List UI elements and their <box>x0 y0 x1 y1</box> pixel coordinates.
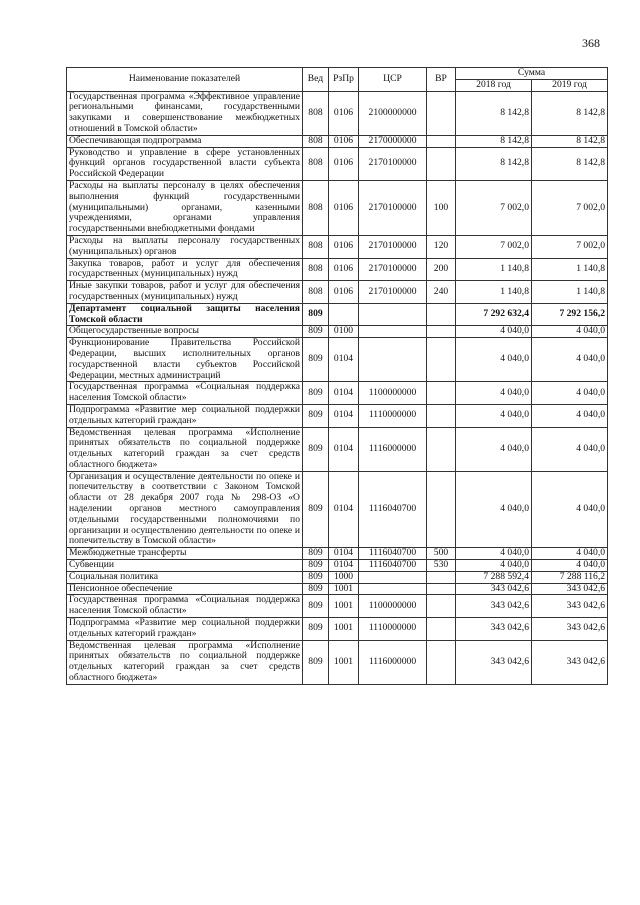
cell-s2019: 7 288 116,2 <box>532 571 608 583</box>
cell-name: Государственная программа «Социальная поддержка населения Томской области» <box>67 382 303 405</box>
cell-s2018: 4 040,0 <box>456 548 532 560</box>
cell-csr <box>359 326 427 338</box>
cell-name: Руководство и управление в сфере установленных функций органов государственной власти субъекта Российской Федерации <box>67 147 303 180</box>
cell-vr: 100 <box>427 180 456 235</box>
cell-ved: 808 <box>303 135 329 147</box>
table-row <box>67 571 608 583</box>
cell-name: Социальная политика <box>67 571 303 583</box>
cell-s2018: 343 042,6 <box>456 583 532 595</box>
cell-name: Подпрограмма «Развитие мер социальной поддержки отдельных категорий граждан» <box>67 404 303 427</box>
cell-rzpr: 0104 <box>329 338 359 382</box>
cell-csr: 1116000000 <box>359 427 427 471</box>
cell-csr: 2170100000 <box>359 235 427 258</box>
cell-rzpr: 0104 <box>329 548 359 560</box>
cell-vr <box>427 427 456 471</box>
cell-vr <box>427 326 456 338</box>
cell-vr: 240 <box>427 281 456 304</box>
cell-vr: 530 <box>427 560 456 572</box>
cell-s2019: 7 002,0 <box>532 180 608 235</box>
cell-name: Функционирование Правительства Российской Федерации, высших исполнительных органов государственной власти субъектов Российской Федерации, местных администраций <box>67 338 303 382</box>
cell-s2018: 1 140,8 <box>456 281 532 304</box>
cell-s2019: 1 140,8 <box>532 281 608 304</box>
cell-rzpr: 0106 <box>329 135 359 147</box>
cell-name: Пенсионное обеспечение <box>67 583 303 595</box>
cell-csr: 2170100000 <box>359 147 427 180</box>
table-row <box>67 427 608 471</box>
budget-table <box>66 67 608 685</box>
cell-rzpr: 0104 <box>329 471 359 548</box>
cell-s2019: 7 292 156,2 <box>532 303 608 326</box>
header-name: Наименование показателей <box>67 68 303 92</box>
table-row <box>67 135 608 147</box>
cell-ved: 808 <box>303 281 329 304</box>
table-row <box>67 91 608 135</box>
header-csr: ЦСР <box>359 68 427 92</box>
cell-s2019: 343 042,6 <box>532 595 608 618</box>
cell-s2019: 4 040,0 <box>532 382 608 405</box>
cell-csr: 1116000000 <box>359 640 427 684</box>
cell-name: Иные закупки товаров, работ и услуг для обеспечения государственных (муниципальных) нужд <box>67 281 303 304</box>
cell-ved: 809 <box>303 583 329 595</box>
cell-rzpr: 1001 <box>329 618 359 641</box>
cell-name: Закупка товаров, работ и услуг для обеспечения государственных (муниципальных) нужд <box>67 258 303 281</box>
cell-vr <box>427 147 456 180</box>
cell-vr: 200 <box>427 258 456 281</box>
cell-vr <box>427 338 456 382</box>
cell-s2018: 343 042,6 <box>456 640 532 684</box>
cell-name: Организация и осуществление деятельности по опеке и попечительству в соответствии с Законом Томской области от 28 декабря 2007 года № 298-ОЗ «О наделении органов местного самоуправления отдельными государственными полномочиями по организации и осуществлению деятельности по опеке и попечительству в Томской области» <box>67 471 303 548</box>
cell-ved: 809 <box>303 427 329 471</box>
cell-csr: 2170100000 <box>359 258 427 281</box>
cell-ved: 809 <box>303 471 329 548</box>
cell-ved: 809 <box>303 571 329 583</box>
cell-rzpr: 0104 <box>329 560 359 572</box>
cell-csr: 2170100000 <box>359 281 427 304</box>
cell-s2018: 7 002,0 <box>456 235 532 258</box>
cell-vr <box>427 91 456 135</box>
cell-s2018: 7 002,0 <box>456 180 532 235</box>
cell-s2019: 4 040,0 <box>532 560 608 572</box>
cell-csr: 2100000000 <box>359 91 427 135</box>
table-row <box>67 338 608 382</box>
cell-csr: 1116040700 <box>359 560 427 572</box>
cell-s2018: 4 040,0 <box>456 560 532 572</box>
cell-rzpr <box>329 303 359 326</box>
cell-ved: 809 <box>303 326 329 338</box>
cell-rzpr: 0106 <box>329 180 359 235</box>
table-row <box>67 583 608 595</box>
header-2018: 2018 год <box>456 79 532 91</box>
cell-csr: 1100000000 <box>359 382 427 405</box>
cell-s2019: 8 142,8 <box>532 91 608 135</box>
cell-rzpr: 0106 <box>329 235 359 258</box>
cell-vr <box>427 583 456 595</box>
table-row <box>67 281 608 304</box>
cell-ved: 809 <box>303 404 329 427</box>
table-row <box>67 303 608 326</box>
cell-s2019: 8 142,8 <box>532 135 608 147</box>
cell-csr: 2170000000 <box>359 135 427 147</box>
table-body <box>67 91 608 684</box>
cell-ved: 808 <box>303 258 329 281</box>
cell-s2018: 343 042,6 <box>456 618 532 641</box>
cell-vr <box>427 471 456 548</box>
header-ved: Вед <box>303 68 329 92</box>
header-rzpr: РзПр <box>329 68 359 92</box>
cell-s2019: 1 140,8 <box>532 258 608 281</box>
cell-ved: 808 <box>303 180 329 235</box>
cell-vr <box>427 135 456 147</box>
cell-vr <box>427 382 456 405</box>
cell-ved: 809 <box>303 595 329 618</box>
cell-rzpr: 0104 <box>329 427 359 471</box>
table-row <box>67 560 608 572</box>
cell-s2018: 8 142,8 <box>456 147 532 180</box>
cell-s2018: 4 040,0 <box>456 471 532 548</box>
cell-csr: 1110000000 <box>359 618 427 641</box>
cell-name: Расходы на выплаты персоналу государственных (муниципальных) органов <box>67 235 303 258</box>
cell-s2018: 4 040,0 <box>456 427 532 471</box>
cell-csr <box>359 338 427 382</box>
cell-ved: 809 <box>303 618 329 641</box>
cell-s2019: 4 040,0 <box>532 471 608 548</box>
cell-name: Расходы на выплаты персоналу в целях обеспечения выполнения функций государственными (муниципальными) органами, казенными учреждениями, органами управления государственными внебюджетными фондами <box>67 180 303 235</box>
cell-s2019: 4 040,0 <box>532 338 608 382</box>
cell-vr: 500 <box>427 548 456 560</box>
cell-s2018: 7 292 632,4 <box>456 303 532 326</box>
cell-s2018: 8 142,8 <box>456 135 532 147</box>
cell-s2019: 4 040,0 <box>532 404 608 427</box>
table-row <box>67 640 608 684</box>
table-row <box>67 147 608 180</box>
table-row <box>67 404 608 427</box>
cell-csr: 1116040700 <box>359 548 427 560</box>
cell-s2019: 4 040,0 <box>532 548 608 560</box>
cell-rzpr: 1001 <box>329 640 359 684</box>
cell-csr <box>359 303 427 326</box>
cell-name: Государственная программа «Эффективное управление региональными финансами, государственными закупками и совершенствование межбюджетных отношений в Томской области» <box>67 91 303 135</box>
cell-s2019: 7 002,0 <box>532 235 608 258</box>
cell-csr <box>359 571 427 583</box>
cell-s2019: 4 040,0 <box>532 427 608 471</box>
table-row <box>67 595 608 618</box>
cell-vr <box>427 640 456 684</box>
cell-csr: 1116040700 <box>359 471 427 548</box>
cell-ved: 809 <box>303 338 329 382</box>
cell-csr: 2170100000 <box>359 180 427 235</box>
cell-name: Общегосударственные вопросы <box>67 326 303 338</box>
cell-rzpr: 1001 <box>329 595 359 618</box>
cell-s2019: 4 040,0 <box>532 326 608 338</box>
cell-rzpr: 0104 <box>329 382 359 405</box>
cell-rzpr: 1001 <box>329 583 359 595</box>
cell-name: Департамент социальной защиты населения Томской области <box>67 303 303 326</box>
table-row <box>67 235 608 258</box>
cell-rzpr: 1000 <box>329 571 359 583</box>
cell-vr <box>427 595 456 618</box>
cell-s2018: 4 040,0 <box>456 326 532 338</box>
cell-ved: 809 <box>303 382 329 405</box>
cell-name: Подпрограмма «Развитие мер социальной поддержки отдельных категорий граждан» <box>67 618 303 641</box>
table-row <box>67 382 608 405</box>
table-row <box>67 180 608 235</box>
header-2019: 2019 год <box>532 79 608 91</box>
cell-s2018: 4 040,0 <box>456 338 532 382</box>
cell-name: Межбюджетные трансферты <box>67 548 303 560</box>
cell-name: Обеспечивающая подпрограмма <box>67 135 303 147</box>
header-sum: Сумма <box>456 68 608 80</box>
table-row <box>67 258 608 281</box>
cell-csr <box>359 583 427 595</box>
cell-vr <box>427 571 456 583</box>
table-header <box>67 68 608 92</box>
cell-s2018: 8 142,8 <box>456 91 532 135</box>
cell-s2018: 4 040,0 <box>456 404 532 427</box>
cell-name: Ведомственная целевая программа «Исполнение принятых обязательств по социальной поддержке отдельных категорий граждан за счет средств областного бюджета» <box>67 427 303 471</box>
table-row <box>67 471 608 548</box>
cell-csr: 1110000000 <box>359 404 427 427</box>
cell-rzpr: 0106 <box>329 91 359 135</box>
cell-csr: 1100000000 <box>359 595 427 618</box>
cell-s2019: 343 042,6 <box>532 583 608 595</box>
cell-s2018: 4 040,0 <box>456 382 532 405</box>
cell-ved: 809 <box>303 640 329 684</box>
cell-s2018: 7 288 592,4 <box>456 571 532 583</box>
cell-rzpr: 0106 <box>329 281 359 304</box>
table-row <box>67 618 608 641</box>
cell-s2019: 343 042,6 <box>532 640 608 684</box>
cell-ved: 808 <box>303 91 329 135</box>
cell-name: Ведомственная целевая программа «Исполнение принятых обязательств по социальной поддержке отдельных категорий граждан за счет средств областного бюджета» <box>67 640 303 684</box>
cell-vr: 120 <box>427 235 456 258</box>
cell-s2019: 8 142,8 <box>532 147 608 180</box>
cell-s2019: 343 042,6 <box>532 618 608 641</box>
cell-name: Государственная программа «Социальная поддержка населения Томской области» <box>67 595 303 618</box>
table-row <box>67 548 608 560</box>
cell-rzpr: 0100 <box>329 326 359 338</box>
cell-s2018: 1 140,8 <box>456 258 532 281</box>
page-number: 368 <box>582 36 600 50</box>
cell-vr <box>427 618 456 641</box>
header-vr: ВР <box>427 68 456 92</box>
cell-ved: 809 <box>303 548 329 560</box>
cell-ved: 808 <box>303 235 329 258</box>
table-row <box>67 326 608 338</box>
cell-vr <box>427 404 456 427</box>
cell-rzpr: 0106 <box>329 147 359 180</box>
cell-s2018: 343 042,6 <box>456 595 532 618</box>
cell-ved: 808 <box>303 147 329 180</box>
cell-name: Субвенции <box>67 560 303 572</box>
cell-ved: 809 <box>303 560 329 572</box>
cell-ved: 809 <box>303 303 329 326</box>
cell-rzpr: 0104 <box>329 404 359 427</box>
cell-rzpr: 0106 <box>329 258 359 281</box>
cell-vr <box>427 303 456 326</box>
